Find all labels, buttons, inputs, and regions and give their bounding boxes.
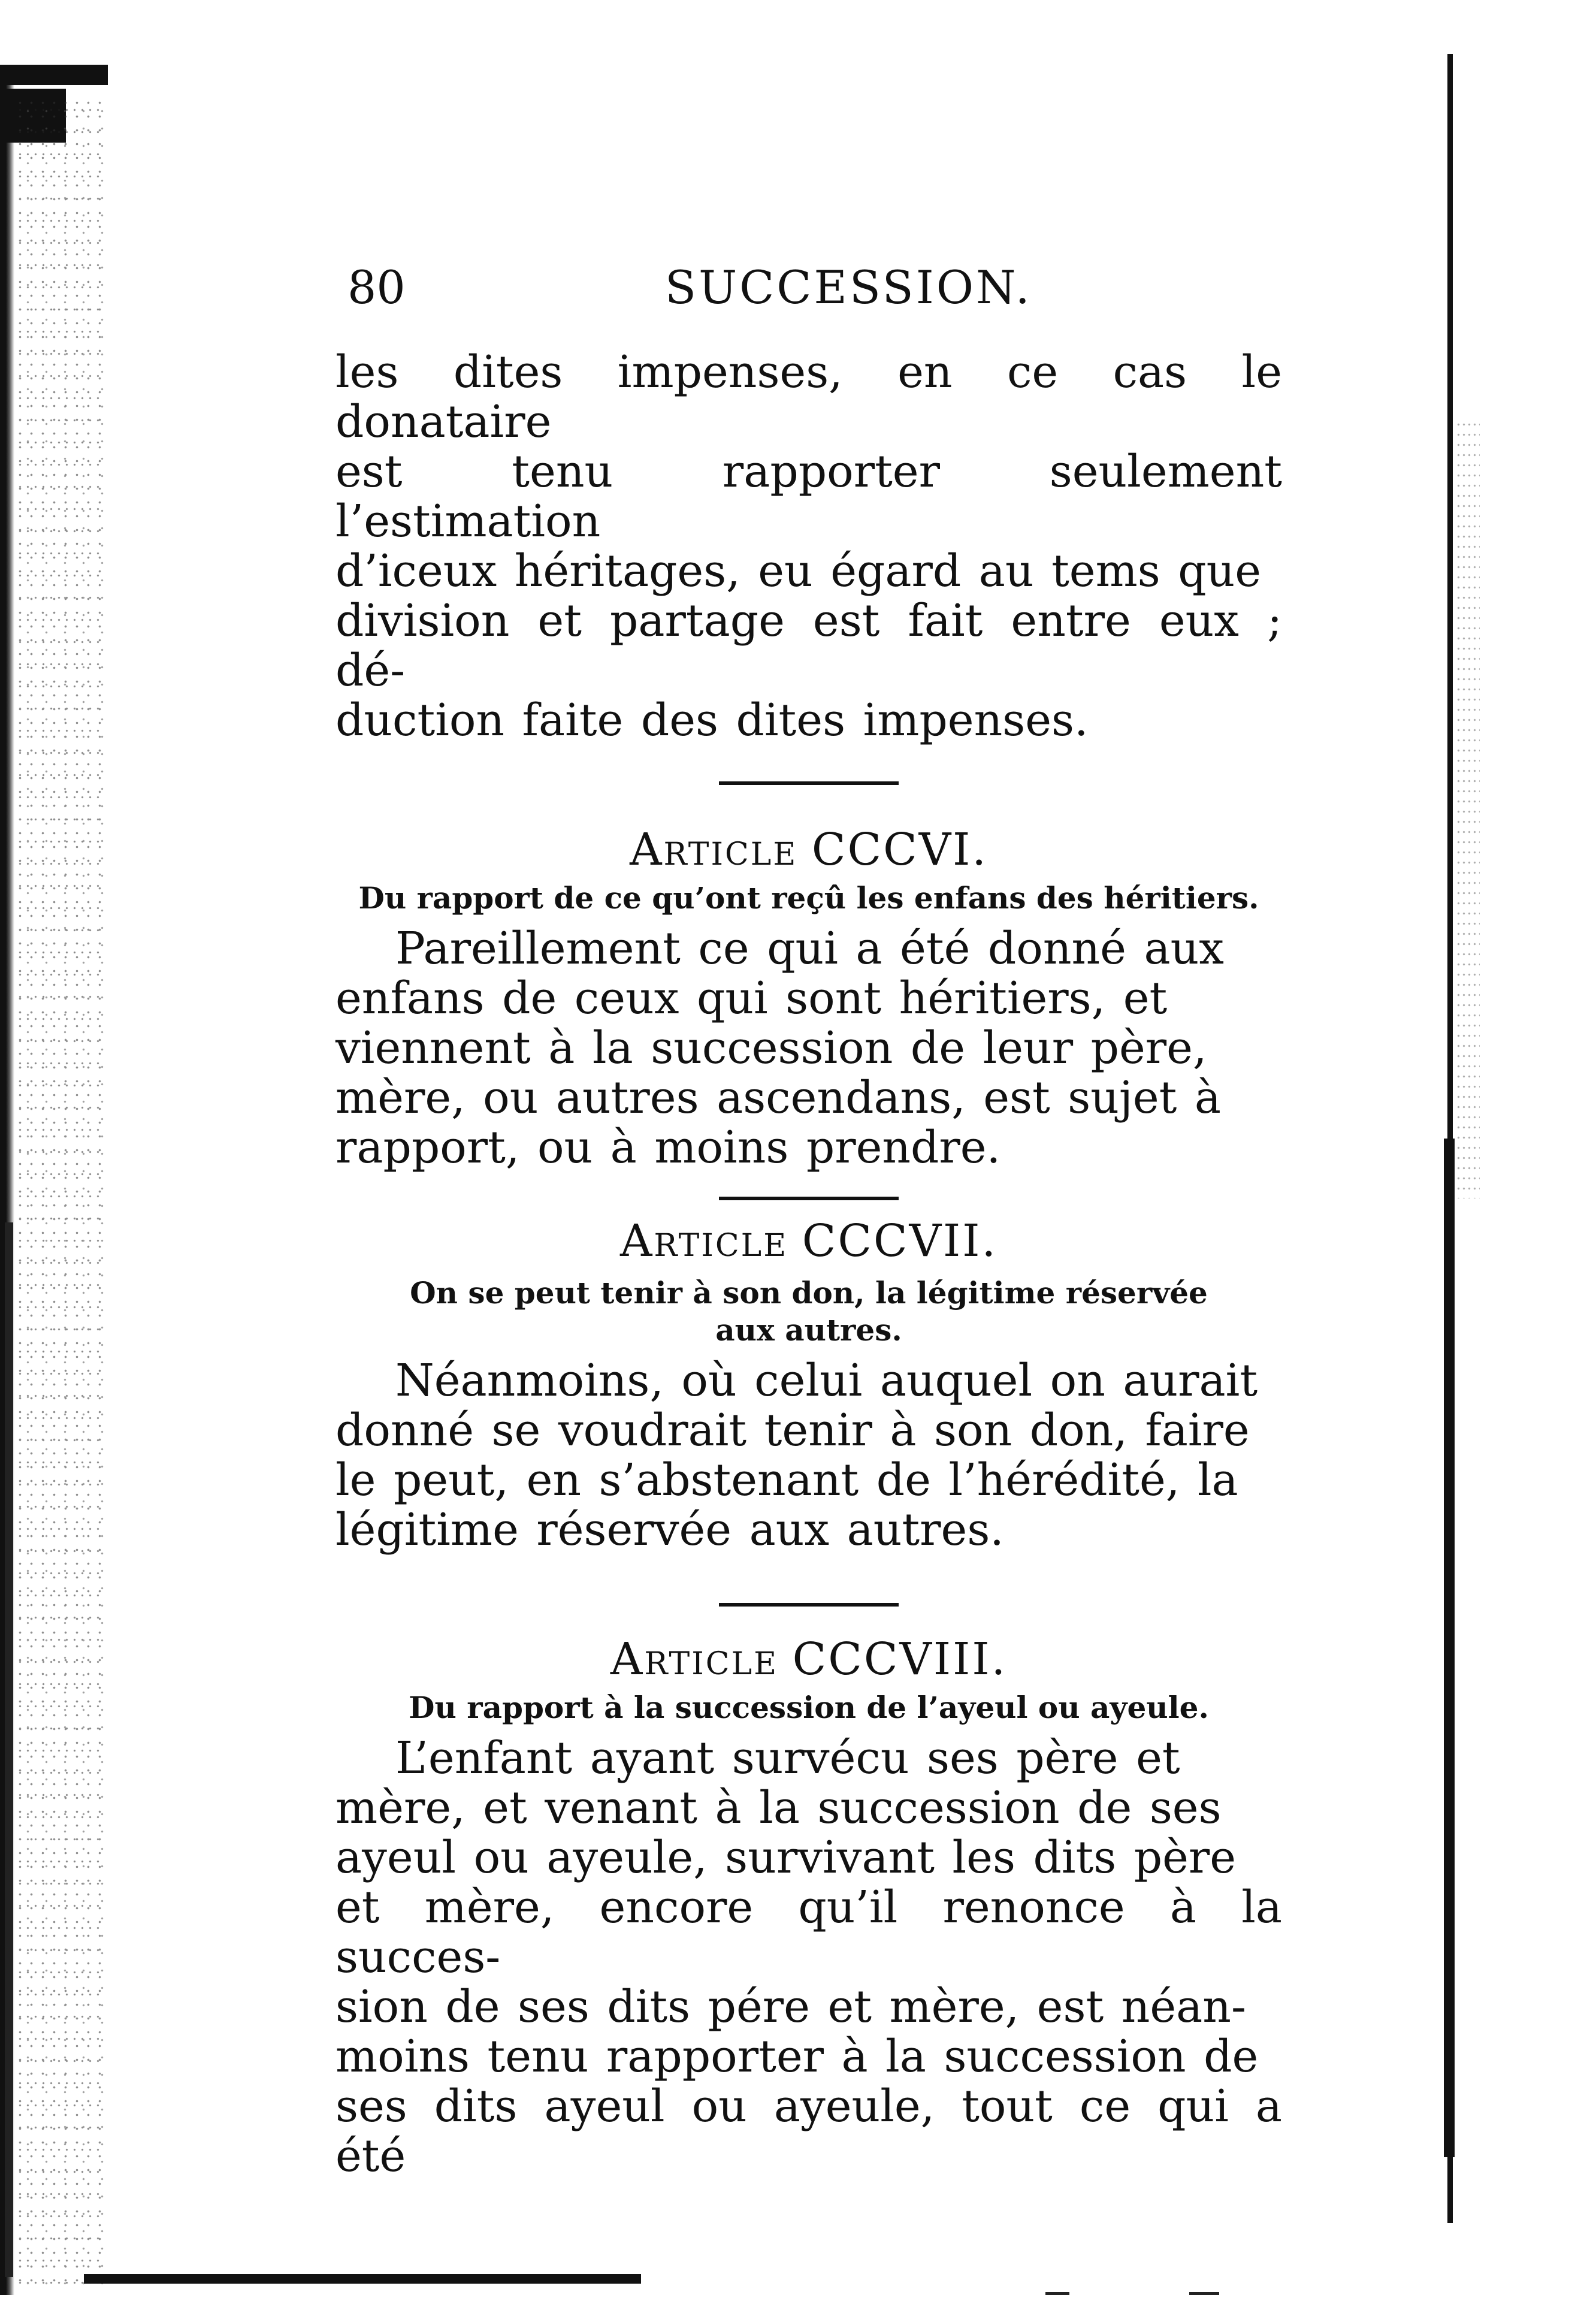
article-word: Article bbox=[619, 1215, 788, 1267]
scan-bottom-dash bbox=[1189, 2292, 1219, 2295]
scan-left-speckle bbox=[14, 96, 104, 2289]
text-line: mère, ou autres ascendans, est sujet à bbox=[335, 1072, 1222, 1124]
text-line: est tenu rapporter seulement l’estimation bbox=[335, 446, 1282, 547]
scan-top-left-mark bbox=[0, 65, 108, 85]
article-body bbox=[335, 1734, 1282, 2181]
article-subtitle-line: aux autres. bbox=[715, 1312, 902, 1348]
text-line: et mère, encore qu’il renonce à la succes- bbox=[335, 1882, 1282, 1983]
section-rule bbox=[719, 781, 899, 785]
text-line: donné se voudrait tenir à son don, faire bbox=[335, 1405, 1250, 1456]
section-rule bbox=[719, 1197, 899, 1200]
article-heading bbox=[335, 1212, 1282, 1270]
text-line: ayeul ou ayeule, survivant les dits père bbox=[335, 1832, 1237, 1883]
text-line: viennent à la succession de leur père, bbox=[335, 1022, 1207, 1074]
article-number: CCCVIII. bbox=[792, 1633, 1008, 1685]
article-subtitle-line: On se peut tenir à son don, la légitime réservée bbox=[410, 1275, 1208, 1311]
article-heading bbox=[335, 1630, 1282, 1688]
text-line: sion de ses dits pére et mère, est néan- bbox=[335, 1981, 1246, 2033]
article-subtitle-line: Du rapport à la succession de l’ayeul ou ayeule. bbox=[409, 1690, 1209, 1725]
article-cccvi bbox=[335, 821, 1282, 1173]
text-line: Néanmoins, où celui auquel on aurait bbox=[395, 1355, 1258, 1406]
text-line: les dites impenses, en ce cas le donataire bbox=[335, 346, 1282, 448]
intro-paragraph bbox=[335, 348, 1282, 745]
text-column bbox=[335, 348, 1282, 2181]
scan-right-speckle bbox=[1456, 419, 1480, 1198]
article-number: CCCVI. bbox=[811, 824, 988, 875]
section-rule bbox=[719, 1603, 899, 1607]
scan-left-binding bbox=[5, 1222, 13, 2277]
text-line: duction faite des dites impenses. bbox=[335, 695, 1089, 746]
article-word: Article bbox=[610, 1633, 779, 1685]
text-line: enfans de ceux qui sont héritiers, et bbox=[335, 973, 1168, 1024]
text-line: le peut, en s’abstenant de l’hérédité, la bbox=[335, 1454, 1238, 1506]
scan-right-edge-thick bbox=[1444, 1139, 1455, 2157]
scan-bottom-edge bbox=[84, 2274, 641, 2284]
article-cccviii bbox=[335, 1630, 1282, 2181]
text-line: ses dits ayeul ou ayeule, tout ce qui a été bbox=[335, 2081, 1282, 2182]
article-cccvii bbox=[335, 1212, 1282, 1555]
text-line: rapport, ou à moins prendre. bbox=[335, 1122, 1001, 1173]
scan-bottom-dash bbox=[1045, 2292, 1069, 2295]
text-line: division et partage est fait entre eux ; dé- bbox=[335, 595, 1282, 696]
running-head bbox=[347, 255, 1210, 321]
text-line: L’enfant ayant survécu ses père et bbox=[395, 1732, 1180, 1784]
text-line: légitime réservée aux autres. bbox=[335, 1504, 1004, 1556]
article-body bbox=[335, 1356, 1282, 1555]
article-number: CCCVII. bbox=[802, 1215, 998, 1267]
page-number: 80 bbox=[347, 261, 406, 314]
article-subtitle bbox=[335, 1689, 1282, 1726]
article-subtitle bbox=[335, 880, 1282, 917]
article-heading bbox=[335, 821, 1282, 878]
article-subtitle-line: Du rapport de ce qu’ont reçû les enfans des héritiers. bbox=[358, 880, 1259, 916]
article-body bbox=[335, 924, 1282, 1173]
text-line: Pareillement ce qui a été donné aux bbox=[395, 923, 1224, 974]
running-title: SUCCESSION. bbox=[665, 261, 1032, 314]
article-subtitle bbox=[335, 1275, 1282, 1349]
text-line: moins tenu rapporter à la succession de bbox=[335, 2031, 1259, 2082]
text-line: d’iceux héritages, eu égard au tems que bbox=[335, 545, 1262, 597]
article-word: Article bbox=[630, 824, 798, 875]
text-line: mère, et venant à la succession de ses bbox=[335, 1782, 1222, 1834]
